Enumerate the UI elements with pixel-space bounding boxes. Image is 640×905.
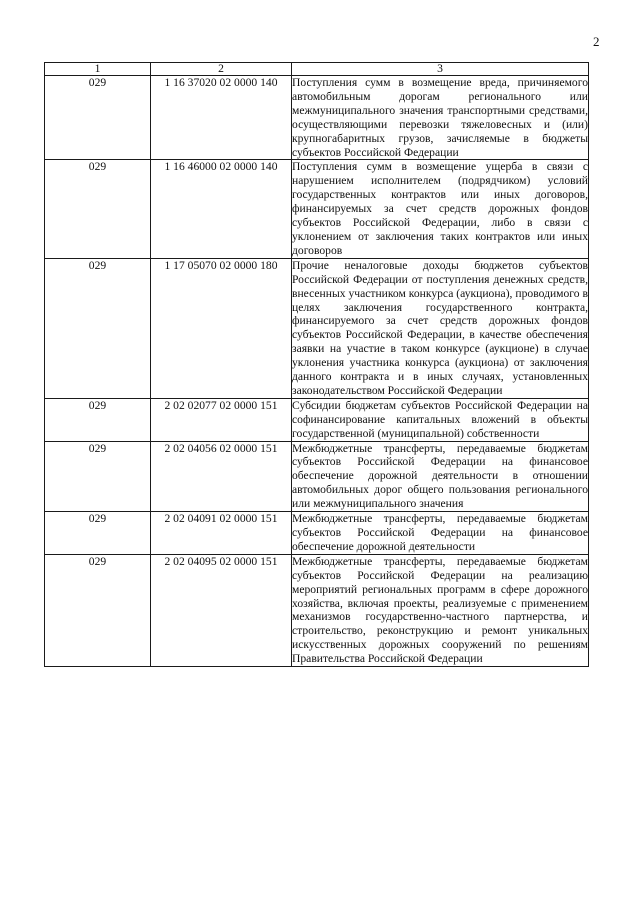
page-number: 2 bbox=[593, 34, 600, 49]
table-row bbox=[45, 512, 589, 555]
budget-classification-code-cell: 2 02 04091 02 0000 151 bbox=[151, 512, 292, 555]
budget-classification-code-cell: 1 16 37020 02 0000 140 bbox=[151, 76, 292, 160]
revenue-description-cell: Межбюджетные трансферты, передаваемые бюджетам субъектов Российской Федерации на финансовое обеспечение дорожной деятельности в отношении автомобильных дорог общего пользования регионального или межмуниципального значения bbox=[292, 441, 588, 511]
administrator-code-cell: 029 bbox=[45, 554, 151, 666]
administrator-code-cell: 029 bbox=[45, 76, 151, 160]
budget-classification-code-cell: 2 02 04056 02 0000 151 bbox=[151, 441, 292, 512]
table-row bbox=[45, 398, 589, 441]
table-header-row bbox=[45, 63, 589, 76]
revenue-description-cell: Межбюджетные трансферты, передаваемые бюджетам субъектов Российской Федерации на финансовое обеспечение дорожной деятельности bbox=[292, 512, 588, 553]
budget-classification-code-cell: 2 02 04095 02 0000 151 bbox=[151, 554, 292, 666]
budget-classification-code-cell: 2 02 02077 02 0000 151 bbox=[151, 398, 292, 441]
administrator-code-cell: 029 bbox=[45, 512, 151, 555]
column-header-1: 1 bbox=[45, 63, 151, 76]
administrator-code-cell: 029 bbox=[45, 441, 151, 512]
administrator-code-cell: 029 bbox=[45, 160, 151, 258]
table-row bbox=[45, 76, 589, 160]
administrator-code-cell: 029 bbox=[45, 398, 151, 441]
budget-revenue-table bbox=[44, 62, 589, 667]
revenue-description-cell: Субсидии бюджетам субъектов Российской Федерации на софинансирование капитальных вложений в объекты государственной (муниципальной) собственности bbox=[292, 398, 588, 440]
budget-classification-code-cell: 1 17 05070 02 0000 180 bbox=[151, 258, 292, 398]
revenue-description-cell: Поступления сумм в возмещение вреда, причиняемого автомобильным дорогам регионального или межмуниципального значения транспортными средствами, осуществляющими перевозки тяжеловесных и (или) крупногабаритных грузов, зачисляемые в бюджеты субъектов Российской Федерации bbox=[292, 76, 588, 159]
administrator-code-cell: 029 bbox=[45, 258, 151, 398]
revenue-description-cell: Прочие неналоговые доходы бюджетов субъектов Российской Федерации от поступления денежных средств, внесенных участником конкурса (аукциона), проводимого в целях заключения государственного контракта, финансируемого за счет средств дорожных фондов субъектов Российской Федерации, в качестве обеспечения заявки на участие в таком конкурсе (аукционе) в случае уклонения участника конкурса (аукциона) от заключения данного контракта и в иных случаях, установленных законодательством Российской Федерации bbox=[292, 258, 588, 397]
revenue-description-cell: Поступления сумм в возмещение ущерба в связи с нарушением исполнителем (подрядчиком) условий государственных контрактов или иных договоров, финансируемых за счет средств дорожных фондов субъектов Российской Федерации, либо в связи с уклонением от заключения таких контрактов или иных договоров bbox=[292, 160, 588, 257]
column-header-2: 2 bbox=[151, 63, 292, 76]
table-row bbox=[45, 258, 589, 398]
revenue-description-cell: Межбюджетные трансферты, передаваемые бюджетам субъектов Российской Федерации на реализацию мероприятий региональных программ в сфере дорожного хозяйства, включая проекты, реализуемые с применением механизмов государственно-частного партнерства, и строительство, реконструкцию и ремонт уникальных искусственных дорожных сооружений по решениям Правительства Российской Федерации bbox=[292, 554, 588, 666]
table-row bbox=[45, 554, 589, 666]
table-row bbox=[45, 160, 589, 258]
table-row bbox=[45, 441, 589, 512]
budget-classification-code-cell: 1 16 46000 02 0000 140 bbox=[151, 160, 292, 258]
column-header-3: 3 bbox=[292, 63, 589, 76]
